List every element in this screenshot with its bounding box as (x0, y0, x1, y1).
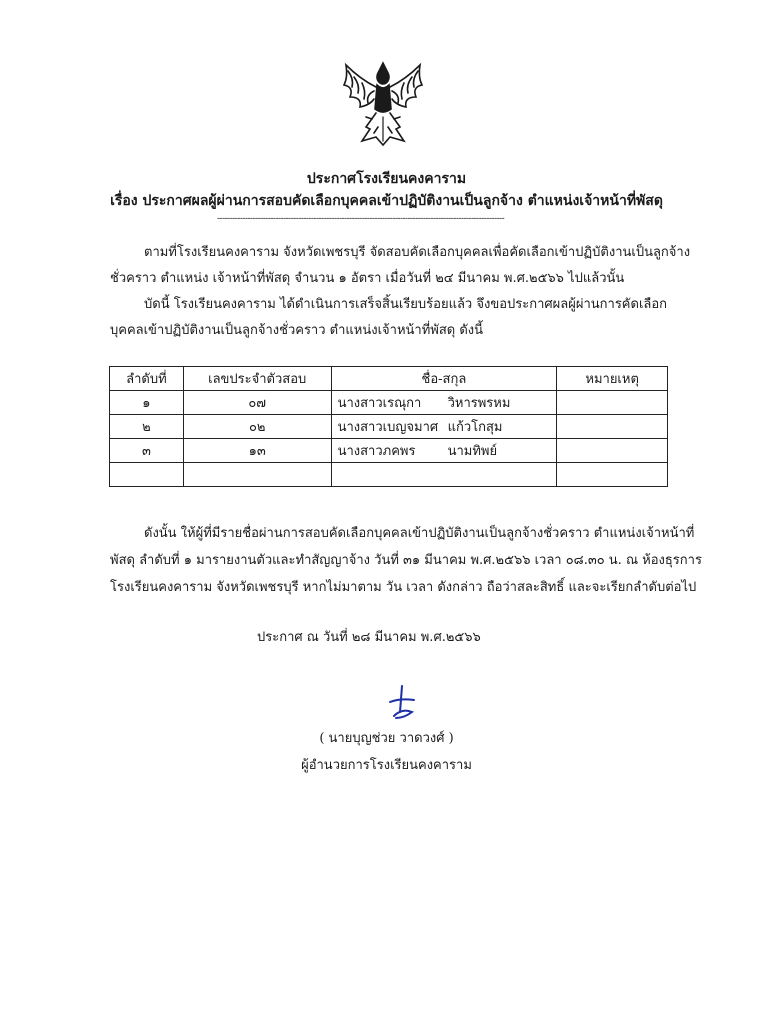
cell-full-name (331, 391, 557, 415)
header-full-name: ชื่อ-สกุล (331, 367, 557, 391)
first-name: นางสาวเรณุกา (337, 396, 422, 411)
table-row (110, 439, 668, 463)
intro-line-2: ชั่วคราว ตำแหน่ง เจ้าหน้าที่พัสดุ จำนวน ๑ อัตรา เมื่อวันที่ ๒๔ มีนาคม พ.ศ.๒๕๖๖ ไปแล้วนั้น (110, 271, 625, 286)
cell-full-name (331, 415, 557, 439)
separator-line: ----------------------------------------------------------------------------------------------------------------- (217, 214, 505, 224)
cell-exam-number: ๐๒ (183, 415, 331, 439)
cell-order: ๓ (110, 439, 184, 463)
cell-remark (557, 415, 668, 439)
announcement-title: ประกาศโรงเรียนคงคาราม (306, 171, 467, 187)
header-remark: หมายเหตุ (557, 367, 668, 391)
cell-empty (110, 463, 184, 487)
closing-line-2: พัสดุ ลำดับที่ ๑ มารายงานตัวและทำสัญญาจ้าง วันที่ ๓๑ มีนาคม พ.ศ.๒๕๖๖ เวลา ๐๘.๓๐ น. ณ ห้องธุรการ (110, 553, 702, 568)
cell-empty (183, 463, 331, 487)
header-order: ลำดับที่ (110, 367, 184, 391)
signatory-position: ผู้อำนวยการโรงเรียนคงคาราม (301, 758, 472, 773)
first-name: นางสาวเบญจมาศ (337, 420, 439, 435)
cell-order: ๑ (110, 391, 184, 415)
table-row-empty (110, 463, 668, 487)
cell-full-name (331, 439, 557, 463)
last-name: นามทิพย์ (447, 444, 498, 459)
last-name: วิหารพรหม (447, 396, 511, 411)
intro-line-1: ตามที่โรงเรียนคงคาราม จังหวัดเพชรบุรี จัดสอบคัดเลือกบุคคลเพื่อคัดเลือกเข้าปฏิบัติงานเป็นลูกจ้าง (144, 245, 691, 260)
signatory-name: ( นายบุญช่วย วาดวงศ์ ) (319, 731, 454, 746)
closing-line-1: ดังนั้น ให้ผู้ที่มีรายชื่อผ่านการสอบคัดเลือกบุคคลเข้าปฏิบัติงานเป็นลูกจ้างชั่วคราว ตำแหน่งเจ้าหน้าที่ (144, 526, 695, 541)
cell-exam-number: ๑๓ (183, 439, 331, 463)
header-exam-number: เลขประจำตัวสอบ (183, 367, 331, 391)
last-name: แก้วโกสุม (447, 420, 503, 435)
cell-exam-number: ๐๗ (183, 391, 331, 415)
table-header-row (110, 367, 668, 391)
cell-empty (557, 463, 668, 487)
first-name: นางสาวภคพร (337, 444, 416, 459)
cell-empty (331, 463, 557, 487)
announce-date: ประกาศ ณ วันที่ ๒๘ มีนาคม พ.ศ.๒๕๖๖ (257, 630, 481, 645)
table-row (110, 415, 668, 439)
announcement-subject: เรื่อง ประกาศผลผู้ผ่านการสอบคัดเลือกบุคคลเข้าปฏิบัติงานเป็นลูกจ้าง ตำแหน่งเจ้าหน้าที่พัสดุ (110, 193, 663, 209)
cell-remark (557, 439, 668, 463)
garuda-emblem-icon (336, 57, 430, 153)
intro-line-4: บุคคลเข้าปฏิบัติงานเป็นลูกจ้างชั่วคราว ตำแหน่งเจ้าหน้าที่พัสดุ ดังนี้ (110, 323, 484, 338)
cell-remark (557, 391, 668, 415)
table-row (110, 391, 668, 415)
signature-icon (386, 682, 420, 722)
cell-order: ๒ (110, 415, 184, 439)
closing-line-3: โรงเรียนคงคาราม จังหวัดเพชรบุรี หากไม่มาตาม วัน เวลา ดังกล่าว ถือว่าสละสิทธิ์ และจะเรียกลำดับต่อไป (110, 580, 697, 595)
intro-line-3: บัดนี้ โรงเรียนคงคาราม ได้ดำเนินการเสร็จสิ้นเรียบร้อยแล้ว จึงขอประกาศผลผู้ผ่านการคัดเลือก (144, 297, 668, 312)
results-table (109, 366, 668, 487)
